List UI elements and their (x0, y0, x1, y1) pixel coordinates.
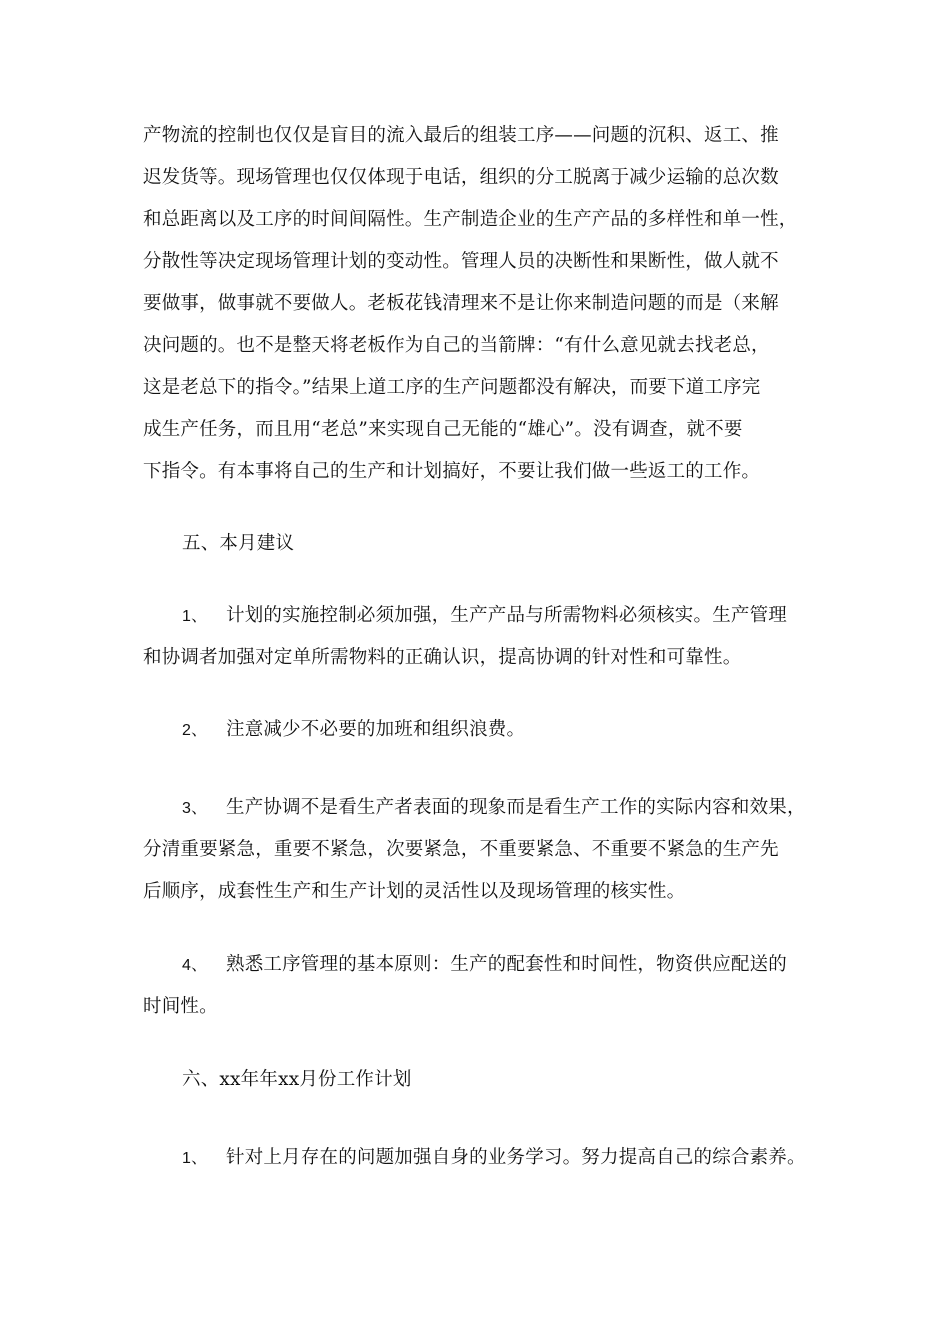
item-number: 3、 (182, 800, 208, 817)
item-number: 2、 (182, 722, 208, 739)
item-text: 注意减少不必要的加班和组织浪费。 (226, 719, 526, 740)
paragraph-line: 产物流的控制也仅仅是盲目的流入最后的组装工序——问题的沉积、返工、推 (143, 125, 779, 146)
paragraph-line: 分散性等决定现场管理计划的变动性。管理人员的决断性和果断性，做人就不 (143, 251, 779, 272)
item-text-continued: 和协调者加强对定单所需物料的正确认识，提高协调的针对性和可靠性。 (143, 647, 742, 668)
item-text-continued: 分清重要紧急，重要不紧急，次要紧急，不重要紧急、不重要不紧急的生产先 (143, 839, 779, 860)
item-number: 1、 (182, 608, 208, 625)
list-item (182, 718, 525, 743)
section-heading: 五、本月建议 (182, 533, 295, 554)
item-text: 生产协调不是看生产者表面的现象而是看生产工作的实际内容和效果， (226, 797, 806, 818)
list-item (182, 796, 806, 821)
paragraph-line: 这是老总下的指令。”结果上道工序的生产问题都没有解决，而要下道工序完 (143, 377, 761, 398)
paragraph-line: 迟发货等。现场管理也仅仅体现于电话，组织的分工脱离于减少运输的总次数 (143, 167, 779, 188)
list-item (182, 1146, 806, 1171)
list-item (182, 953, 787, 978)
paragraph-line: 和总距离以及工序的时间间隔性。生产制造企业的生产产品的多样性和单一性， (143, 209, 798, 230)
list-item (182, 604, 787, 629)
paragraph-line: 要做事，做事就不要做人。老板花钱清理来不是让你来制造问题的而是（来解 (143, 293, 779, 314)
item-number: 1、 (182, 1150, 208, 1167)
item-text: 熟悉工序管理的基本原则：生产的配套性和时间性，物资供应配送的 (226, 954, 788, 975)
item-number: 4、 (182, 957, 208, 974)
item-text: 针对上月存在的问题加强自身的业务学习。努力提高自己的综合素养。 (226, 1147, 806, 1168)
section-heading: 六、xx年年xx月份工作计划 (182, 1069, 412, 1090)
item-text: 计划的实施控制必须加强，生产产品与所需物料必须核实。生产管理 (226, 605, 788, 626)
paragraph-line: 决问题的。也不是整天将老板作为自己的当箭牌：“有什么意见就去找老总， (143, 335, 770, 356)
paragraph-line: 下指令。有本事将自己的生产和计划搞好，不要让我们做一些返工的工作。 (143, 461, 761, 482)
paragraph-line: 成生产任务，而且用“老总”来实现自己无能的“雄心”。没有调查，就不要 (143, 419, 743, 440)
item-text-continued: 时间性。 (143, 996, 218, 1017)
item-text-continued: 后顺序，成套性生产和生产计划的灵活性以及现场管理的核实性。 (143, 881, 686, 902)
